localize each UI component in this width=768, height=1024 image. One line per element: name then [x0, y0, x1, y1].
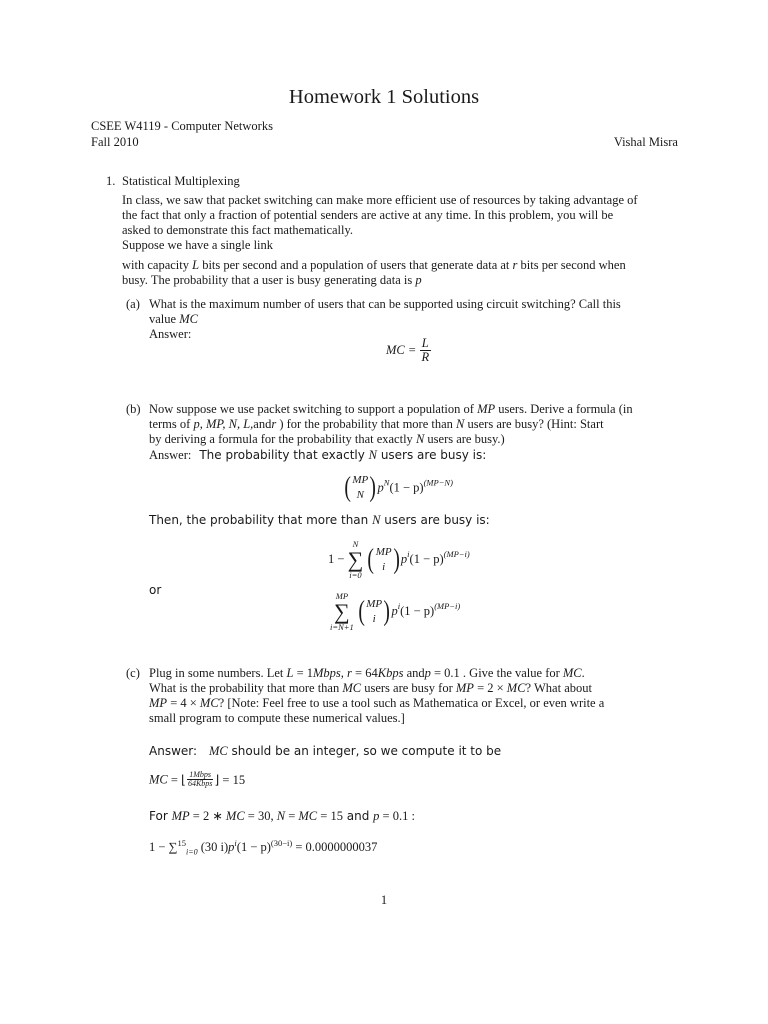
course-name: CSEE W4119 - Computer Networks: [91, 119, 273, 133]
page-title: Homework 1 Solutions: [288, 86, 480, 108]
part-a-label: (a): [126, 297, 140, 311]
intro-line: In class, we saw that packet switching can make more efficient use of resources by taking advantage of: [122, 193, 638, 207]
part-b-question: terms of p, MP, N, L,andr ) for the probability that more than N users are busy? (Hint: Start: [149, 417, 604, 431]
equation-more-than-n: 1 − N ∑ i=0 ( MP i ) $p^i(1 - p)^{(MP-i)}$: [328, 539, 470, 580]
part-a-question: value MC: [149, 312, 198, 326]
part-c-label: (c): [126, 666, 140, 680]
for-line: For MP = 2 ∗ MC = 30, N = MC = 15 and p = 0.1 :: [149, 809, 415, 823]
part-c-question: Plug in some numbers. Let L = 1Mbps, r = 64Kbps andp = 0.1 . Give the value for MC.: [149, 666, 585, 680]
or-label: or: [149, 583, 162, 597]
equation-alt-sum: MP ∑ i=N+1 ( MP i ) $p^i(1 - p)^{(MP-i)}$: [330, 591, 461, 632]
mc-computation: MC = ⌊ $\frac{\text{1Mbps}}{\text{64Kbps}}$ ⌋ = 15: [149, 770, 246, 789]
equation-mc: MC = $\frac{L}{R}$: [386, 336, 430, 365]
author: Vishal Misra: [613, 135, 678, 149]
part-c-question: MP = 4 × MC? [Note: Feel free to use a tool such as Mathematica or Excel, or even write a: [149, 696, 605, 710]
term: Fall 2010: [91, 135, 139, 149]
part-b-answer: Answer: The probability that exactly N users are busy is:: [149, 448, 487, 462]
part-c-question: What is the probability that more than MC users are busy for MP = 2 × MC? What about: [149, 681, 592, 695]
question-number: 1.: [106, 174, 116, 188]
page-number: 1: [380, 893, 388, 907]
part-b-label: (b): [126, 402, 141, 416]
intro-line: with capacity L bits per second and a population of users that generate data at r bits per second when: [122, 258, 626, 272]
equation-exact-n: ( MP N ) $p^N(1 - p)^{(MP-N)}$: [344, 472, 453, 503]
then-line: Then, the probability that more than N users are busy is:: [149, 513, 490, 527]
intro-line: asked to demonstrate this fact mathematically.: [122, 223, 354, 237]
intro-line: Suppose we have a single link: [122, 238, 274, 252]
intro-line: busy. The probability that a user is busy generating data is p: [122, 273, 422, 287]
part-b-question: by deriving a formula for the probability that exactly N users are busy.): [149, 432, 505, 446]
part-c-question: small program to compute these numerical values.]: [149, 711, 405, 725]
intro-line: the fact that only a fraction of potential senders are active at any time. In this problem, you will be: [122, 208, 614, 222]
part-c-answer: Answer: MC should be an integer, so we compute it to be: [149, 744, 502, 758]
question-heading: Statistical Multiplexing: [122, 174, 240, 188]
result-line: 1 − ∑$^{15}_{i=0}$ (30 $i)p^i(1 - p)^{(30-i)} = 0.0000000037$: [149, 838, 378, 857]
part-b-question: Now suppose we use packet switching to support a population of MP users. Derive a formula (in: [149, 402, 633, 416]
part-a-question: What is the maximum number of users that can be supported using circuit switching? Call this: [149, 297, 621, 311]
answer-label: Answer:: [149, 327, 192, 341]
